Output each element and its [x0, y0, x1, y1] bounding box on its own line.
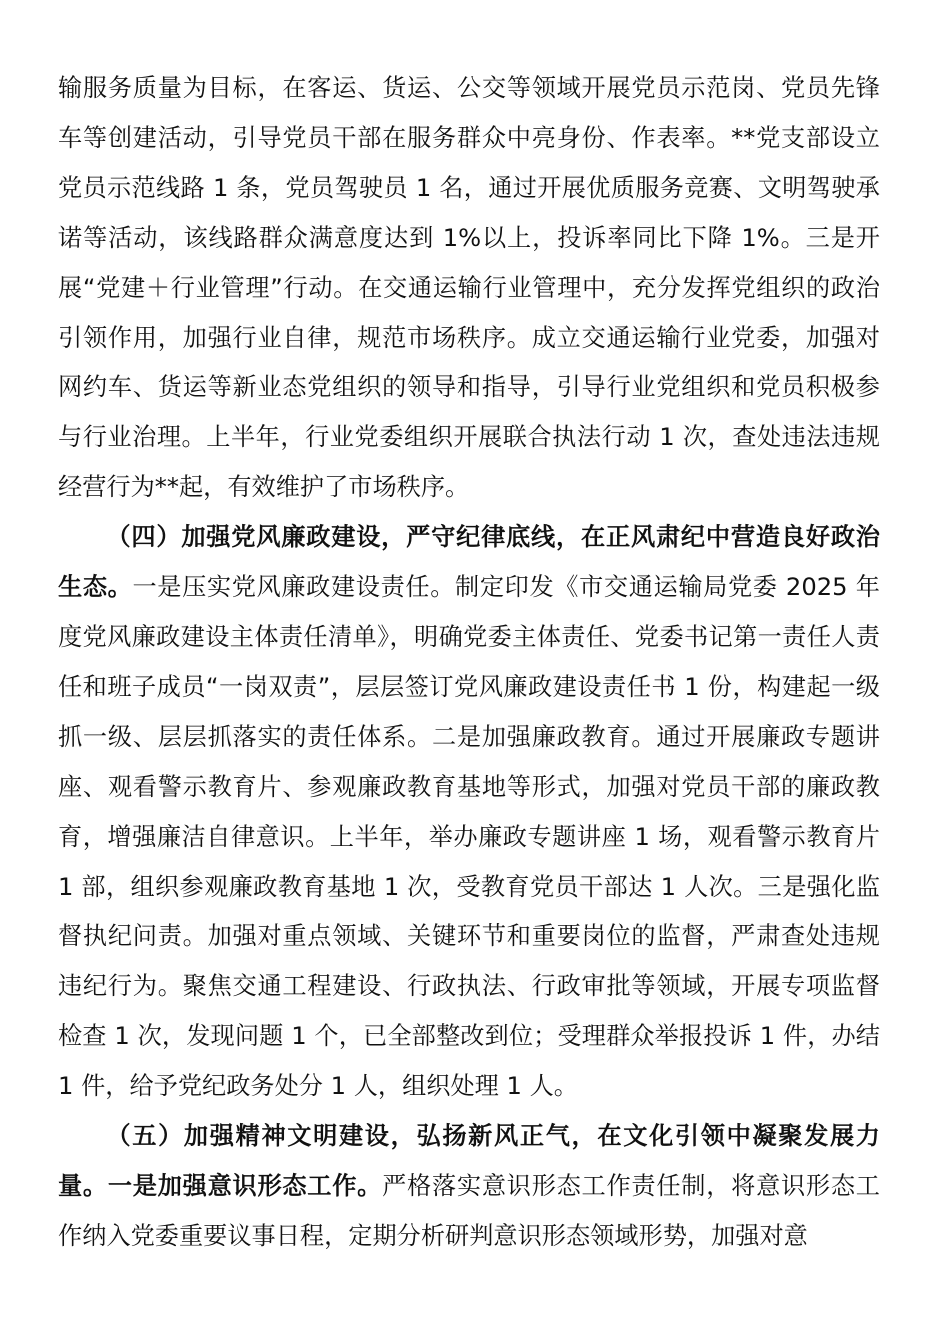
paragraph-text: 输服务质量为目标，在客运、货运、公交等领域开展党员示范岗、党员先锋车等创建活动，引导党员干部在服务群众中亮身份、作表率。**党支部设立党员示范线路 1 条，党员驾驶员 1 名，通过开展优质服务竞赛、文明驾驶承诺等活动，该线路群众满意度达到 1%以上，投诉率同比下降 1%。三是开展“党建＋行业管理”行动。在交通运输行业管理中，充分发挥党组织的政治引领作用，加强行业自律，规范市场秩序。成立交通运输行业党委，加强对网约车、货运等新业态党组织的领导和指导，引导行业党组织和党员积极参与行业治理。上半年，行业党委组织开展联合执法行动 1 次，查处违法违规经营行为**起，有效维护了市场秩序。: [58, 74, 880, 502]
paragraph-continuation: [58, 64, 880, 513]
section-four-heading: （四）加强党风廉政建设，严守纪律底线，在正风肃纪中营造良好政治生态。: [58, 523, 880, 602]
paragraph-text: 一是压实党风廉政建设责任。制定印发《市交通运输局党委 2025 年度党风廉政建设主体责任清单》，明确党委主体责任、党委书记第一责任人责任和班子成员“一岗双责”，层层签订党风廉政建设责任书 1 份，构建起一级抓一级、层层抓落实的责任体系。二是加强廉政教育。通过开展廉政专题讲座、观看警示教育片、参观廉政教育基地等形式，加强对党员干部的廉政教育，增强廉洁自律意识。上半年，举办廉政专题讲座 1 场，观看警示教育片 1 部，组织参观廉政教育基地 1 次，受教育党员干部达 1 人次。三是强化监督执纪问责。加强对重点领域、关键环节和重要岗位的监督，严肃查处违规违纪行为。聚焦交通工程建设、行政执法、行政审批等领域，开展专项监督检查 1 次，发现问题 1 个，已全部整改到位；受理群众举报投诉 1 件，办结 1 件，给予党纪政务处分 1 人，组织处理 1 人。: [58, 573, 880, 1101]
paragraph-section-four: [58, 513, 880, 1112]
section-five-heading: （五）加强精神文明建设，弘扬新风正气，在文化引领中凝聚发展力量。一是加强意识形态工作。: [58, 1122, 880, 1200]
paragraph-section-five: [58, 1112, 880, 1262]
body-text: [58, 64, 880, 1262]
paragraph-text: 严格落实意识形态工作责任制，将意识形态工作纳入党委重要议事日程，定期分析研判意识形态领域形势，加强对意: [58, 1171, 880, 1250]
